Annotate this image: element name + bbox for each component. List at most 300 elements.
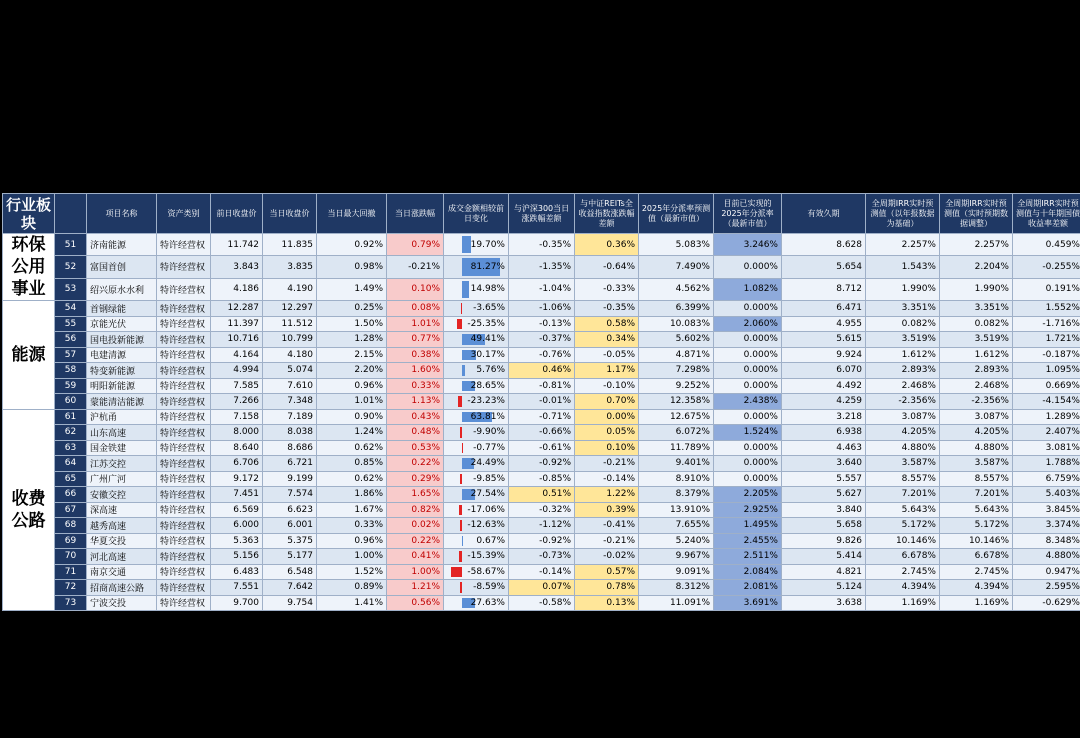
row-number: 64 xyxy=(55,456,87,472)
column-header: 当日涨跌幅 xyxy=(387,194,444,234)
irr-annual-report: 2.257% xyxy=(866,234,940,256)
irr-annual-report: -2.356% xyxy=(866,394,940,410)
irr-treasury-spread: 3.374% xyxy=(1013,518,1080,534)
volume-change-cell xyxy=(444,409,509,425)
dist-rate-realized: 3.691% xyxy=(714,595,782,611)
reits-index-diff: 0.78% xyxy=(575,580,639,596)
effective-duration: 6.471 xyxy=(782,301,866,317)
asset-type: 特许经营权 xyxy=(157,580,211,596)
max-drawdown: 0.25% xyxy=(317,301,387,317)
table-row xyxy=(3,278,1080,300)
row-number: 68 xyxy=(55,518,87,534)
irr-annual-report: 3.519% xyxy=(866,332,940,348)
close-price: 5.177 xyxy=(263,549,317,565)
table-row xyxy=(3,518,1080,534)
row-number: 56 xyxy=(55,332,87,348)
volume-change-cell xyxy=(444,316,509,332)
dist-rate-forecast: 8.379% xyxy=(639,487,714,503)
irr-treasury-spread: 0.669% xyxy=(1013,378,1080,394)
close-price: 7.642 xyxy=(263,580,317,596)
dist-rate-forecast: 4.871% xyxy=(639,347,714,363)
irr-adjusted: 2.893% xyxy=(940,363,1013,379)
prev-close: 11.742 xyxy=(211,234,263,256)
irr-adjusted: 1.169% xyxy=(940,595,1013,611)
irr-treasury-spread: 2.595% xyxy=(1013,580,1080,596)
daily-change: 0.02% xyxy=(387,518,444,534)
irr-treasury-spread: -0.187% xyxy=(1013,347,1080,363)
close-price: 8.686 xyxy=(263,440,317,456)
volume-change-bar xyxy=(460,520,462,531)
hs300-diff: -0.85% xyxy=(509,471,575,487)
dist-rate-realized: 0.000% xyxy=(714,456,782,472)
irr-adjusted: 0.082% xyxy=(940,316,1013,332)
reits-index-diff: -0.21% xyxy=(575,456,639,472)
hs300-diff: -0.01% xyxy=(509,394,575,410)
reits-index-diff: 0.34% xyxy=(575,332,639,348)
volume-change-bar xyxy=(462,281,469,298)
irr-annual-report: 8.557% xyxy=(866,471,940,487)
table-row xyxy=(3,347,1080,363)
prev-close: 9.172 xyxy=(211,471,263,487)
column-header: 成交金额相较前日变化 xyxy=(444,194,509,234)
volume-change-value: 27.63% xyxy=(470,597,505,608)
irr-adjusted: 8.557% xyxy=(940,471,1013,487)
asset-type: 特许经营权 xyxy=(157,471,211,487)
volume-change-value: 5.76% xyxy=(476,365,505,376)
close-price: 7.348 xyxy=(263,394,317,410)
irr-adjusted: 5.172% xyxy=(940,518,1013,534)
daily-change: 0.22% xyxy=(387,456,444,472)
row-number: 55 xyxy=(55,316,87,332)
asset-type: 特许经营权 xyxy=(157,533,211,549)
effective-duration: 5.658 xyxy=(782,518,866,534)
project-name: 宁波交投 xyxy=(87,595,157,611)
row-number: 53 xyxy=(55,278,87,300)
reits-index-diff: -0.14% xyxy=(575,471,639,487)
table-row xyxy=(3,564,1080,580)
dist-rate-forecast: 5.602% xyxy=(639,332,714,348)
hs300-diff: -0.92% xyxy=(509,533,575,549)
reits-index-diff: -0.64% xyxy=(575,256,639,278)
prev-close: 7.585 xyxy=(211,378,263,394)
dist-rate-realized: 0.000% xyxy=(714,378,782,394)
dist-rate-forecast: 7.655% xyxy=(639,518,714,534)
volume-change-value: -9.90% xyxy=(473,427,505,438)
close-price: 9.754 xyxy=(263,595,317,611)
row-number: 62 xyxy=(55,425,87,441)
project-name: 越秀高速 xyxy=(87,518,157,534)
prev-close: 5.156 xyxy=(211,549,263,565)
irr-treasury-spread: 1.721% xyxy=(1013,332,1080,348)
max-drawdown: 2.20% xyxy=(317,363,387,379)
asset-type: 特许经营权 xyxy=(157,487,211,503)
row-number: 57 xyxy=(55,347,87,363)
prev-close: 9.700 xyxy=(211,595,263,611)
close-price: 6.623 xyxy=(263,502,317,518)
volume-change-cell xyxy=(444,256,509,278)
volume-change-bar xyxy=(460,427,462,438)
irr-adjusted: 3.087% xyxy=(940,409,1013,425)
max-drawdown: 0.85% xyxy=(317,456,387,472)
project-name: 山东高速 xyxy=(87,425,157,441)
irr-adjusted: 2.468% xyxy=(940,378,1013,394)
effective-duration: 3.840 xyxy=(782,502,866,518)
prev-close: 7.451 xyxy=(211,487,263,503)
irr-annual-report: 2.468% xyxy=(866,378,940,394)
irr-annual-report: 4.205% xyxy=(866,425,940,441)
max-drawdown: 1.00% xyxy=(317,549,387,565)
column-header-sector: 行业板块 xyxy=(3,194,55,234)
irr-adjusted: 3.351% xyxy=(940,301,1013,317)
asset-type: 特许经营权 xyxy=(157,564,211,580)
volume-change-value: -0.77% xyxy=(473,442,505,453)
reits-table-sheet xyxy=(2,193,1080,611)
row-number: 67 xyxy=(55,502,87,518)
prev-close: 5.363 xyxy=(211,533,263,549)
dist-rate-forecast: 4.562% xyxy=(639,278,714,300)
max-drawdown: 0.92% xyxy=(317,234,387,256)
dist-rate-forecast: 9.967% xyxy=(639,549,714,565)
dist-rate-forecast: 7.298% xyxy=(639,363,714,379)
hs300-diff: -1.06% xyxy=(509,301,575,317)
irr-treasury-spread: 1.289% xyxy=(1013,409,1080,425)
effective-duration: 8.712 xyxy=(782,278,866,300)
irr-annual-report: 5.643% xyxy=(866,502,940,518)
project-name: 绍兴原水水利 xyxy=(87,278,157,300)
effective-duration: 3.638 xyxy=(782,595,866,611)
asset-type: 特许经营权 xyxy=(157,409,211,425)
irr-adjusted: 2.204% xyxy=(940,256,1013,278)
project-name: 蒙能清洁能源 xyxy=(87,394,157,410)
effective-duration: 4.492 xyxy=(782,378,866,394)
prev-close: 8.000 xyxy=(211,425,263,441)
reits-index-diff: 0.10% xyxy=(575,440,639,456)
max-drawdown: 0.33% xyxy=(317,518,387,534)
volume-change-cell xyxy=(444,425,509,441)
irr-annual-report: 4.880% xyxy=(866,440,940,456)
close-price: 7.610 xyxy=(263,378,317,394)
irr-annual-report: 10.146% xyxy=(866,533,940,549)
prev-close: 4.186 xyxy=(211,278,263,300)
prev-close: 11.397 xyxy=(211,316,263,332)
close-price: 4.180 xyxy=(263,347,317,363)
effective-duration: 5.615 xyxy=(782,332,866,348)
volume-change-value: -3.65% xyxy=(473,303,505,314)
close-price: 9.199 xyxy=(263,471,317,487)
volume-change-value: 0.67% xyxy=(476,535,505,546)
irr-annual-report: 3.351% xyxy=(866,301,940,317)
daily-change: 0.22% xyxy=(387,533,444,549)
dist-rate-forecast: 6.399% xyxy=(639,301,714,317)
daily-change: 0.79% xyxy=(387,234,444,256)
hs300-diff: -0.32% xyxy=(509,502,575,518)
volume-change-cell xyxy=(444,580,509,596)
effective-duration: 5.124 xyxy=(782,580,866,596)
project-name: 沪杭甬 xyxy=(87,409,157,425)
table-row xyxy=(3,580,1080,596)
row-number: 60 xyxy=(55,394,87,410)
row-number: 66 xyxy=(55,487,87,503)
project-name: 华夏交投 xyxy=(87,533,157,549)
max-drawdown: 1.49% xyxy=(317,278,387,300)
irr-adjusted: 6.678% xyxy=(940,549,1013,565)
max-drawdown: 0.62% xyxy=(317,471,387,487)
max-drawdown: 1.50% xyxy=(317,316,387,332)
close-price: 6.001 xyxy=(263,518,317,534)
volume-change-cell xyxy=(444,363,509,379)
sector-label: 收费公路 xyxy=(3,409,55,611)
volume-change-cell xyxy=(444,301,509,317)
dist-rate-realized: 2.081% xyxy=(714,580,782,596)
volume-change-cell xyxy=(444,394,509,410)
table-row xyxy=(3,549,1080,565)
irr-treasury-spread: -0.255% xyxy=(1013,256,1080,278)
reits-index-diff: 1.22% xyxy=(575,487,639,503)
table-row xyxy=(3,378,1080,394)
effective-duration: 9.826 xyxy=(782,533,866,549)
effective-duration: 5.654 xyxy=(782,256,866,278)
column-header: 目前已实现的2025年分派率（最新市值） xyxy=(714,194,782,234)
volume-change-bar xyxy=(457,319,462,330)
max-drawdown: 0.90% xyxy=(317,409,387,425)
prev-close: 7.551 xyxy=(211,580,263,596)
prev-close: 8.640 xyxy=(211,440,263,456)
dist-rate-forecast: 12.675% xyxy=(639,409,714,425)
project-name: 富国首创 xyxy=(87,256,157,278)
asset-type: 特许经营权 xyxy=(157,316,211,332)
project-name: 南京交通 xyxy=(87,564,157,580)
asset-type: 特许经营权 xyxy=(157,332,211,348)
irr-treasury-spread: 4.880% xyxy=(1013,549,1080,565)
table-row xyxy=(3,425,1080,441)
row-number: 63 xyxy=(55,440,87,456)
hs300-diff: -0.76% xyxy=(509,347,575,363)
dist-rate-realized: 3.246% xyxy=(714,234,782,256)
volume-change-cell xyxy=(444,564,509,580)
asset-type: 特许经营权 xyxy=(157,278,211,300)
hs300-diff: -0.14% xyxy=(509,564,575,580)
close-price: 11.512 xyxy=(263,316,317,332)
close-price: 7.574 xyxy=(263,487,317,503)
irr-treasury-spread: -4.154% xyxy=(1013,394,1080,410)
table-row xyxy=(3,394,1080,410)
reits-index-diff: 0.13% xyxy=(575,595,639,611)
reits-index-diff: 0.70% xyxy=(575,394,639,410)
volume-change-bar xyxy=(461,303,462,314)
reits-index-diff: 0.36% xyxy=(575,234,639,256)
irr-annual-report: 1.169% xyxy=(866,595,940,611)
prev-close: 6.569 xyxy=(211,502,263,518)
table-row xyxy=(3,595,1080,611)
irr-adjusted: 7.201% xyxy=(940,487,1013,503)
dist-rate-forecast: 11.789% xyxy=(639,440,714,456)
close-price: 8.038 xyxy=(263,425,317,441)
column-header: 资产类别 xyxy=(157,194,211,234)
irr-treasury-spread: 3.081% xyxy=(1013,440,1080,456)
asset-type: 特许经营权 xyxy=(157,425,211,441)
effective-duration: 4.821 xyxy=(782,564,866,580)
irr-adjusted: -2.356% xyxy=(940,394,1013,410)
reits-index-diff: -0.33% xyxy=(575,278,639,300)
volume-change-cell xyxy=(444,471,509,487)
volume-change-value: 49.41% xyxy=(470,334,505,345)
row-number: 61 xyxy=(55,409,87,425)
effective-duration: 5.414 xyxy=(782,549,866,565)
reits-index-diff: -0.21% xyxy=(575,533,639,549)
hs300-diff: -0.92% xyxy=(509,456,575,472)
hs300-diff: 0.46% xyxy=(509,363,575,379)
column-header: 全周期IRR实时预测值（实时预期数据调整） xyxy=(940,194,1013,234)
column-header: 全周期IRR实时预测值（以年报数据为基础） xyxy=(866,194,940,234)
irr-annual-report: 1.612% xyxy=(866,347,940,363)
row-number: 65 xyxy=(55,471,87,487)
effective-duration: 8.628 xyxy=(782,234,866,256)
hs300-diff: 0.07% xyxy=(509,580,575,596)
volume-change-cell xyxy=(444,549,509,565)
daily-change: 0.48% xyxy=(387,425,444,441)
close-price: 7.189 xyxy=(263,409,317,425)
dist-rate-forecast: 10.083% xyxy=(639,316,714,332)
row-number: 70 xyxy=(55,549,87,565)
asset-type: 特许经营权 xyxy=(157,301,211,317)
dist-rate-realized: 2.060% xyxy=(714,316,782,332)
asset-type: 特许经营权 xyxy=(157,378,211,394)
column-header: 有效久期 xyxy=(782,194,866,234)
dist-rate-forecast: 9.401% xyxy=(639,456,714,472)
project-name: 明阳新能源 xyxy=(87,378,157,394)
irr-treasury-spread: 5.403% xyxy=(1013,487,1080,503)
max-drawdown: 1.41% xyxy=(317,595,387,611)
asset-type: 特许经营权 xyxy=(157,502,211,518)
volume-change-cell xyxy=(444,378,509,394)
irr-annual-report: 4.394% xyxy=(866,580,940,596)
irr-treasury-spread: -0.629% xyxy=(1013,595,1080,611)
project-name: 电建清源 xyxy=(87,347,157,363)
daily-change: 0.82% xyxy=(387,502,444,518)
volume-change-bar xyxy=(462,236,471,253)
dist-rate-realized: 0.000% xyxy=(714,440,782,456)
max-drawdown: 1.67% xyxy=(317,502,387,518)
effective-duration: 3.640 xyxy=(782,456,866,472)
project-name: 江苏交控 xyxy=(87,456,157,472)
irr-adjusted: 4.880% xyxy=(940,440,1013,456)
volume-change-value: 63.81% xyxy=(470,411,505,422)
daily-change: 0.38% xyxy=(387,347,444,363)
table-row xyxy=(3,316,1080,332)
asset-type: 特许经营权 xyxy=(157,518,211,534)
max-drawdown: 0.96% xyxy=(317,533,387,549)
daily-change: 0.41% xyxy=(387,549,444,565)
table-row xyxy=(3,533,1080,549)
close-price: 6.548 xyxy=(263,564,317,580)
dist-rate-realized: 0.000% xyxy=(714,471,782,487)
max-drawdown: 1.28% xyxy=(317,332,387,348)
project-name: 国电投新能源 xyxy=(87,332,157,348)
column-header: 与中证REITs全收益指数涨跌幅差额 xyxy=(575,194,639,234)
hs300-diff: -0.58% xyxy=(509,595,575,611)
daily-change: 0.43% xyxy=(387,409,444,425)
close-price: 10.799 xyxy=(263,332,317,348)
volume-change-bar xyxy=(460,474,462,485)
volume-change-value: 19.70% xyxy=(470,239,505,250)
dist-rate-forecast: 7.490% xyxy=(639,256,714,278)
daily-change: 1.00% xyxy=(387,564,444,580)
project-name: 首钢绿能 xyxy=(87,301,157,317)
max-drawdown: 1.24% xyxy=(317,425,387,441)
volume-change-value: 27.54% xyxy=(470,489,505,500)
dist-rate-realized: 1.524% xyxy=(714,425,782,441)
reits-table xyxy=(2,193,1080,611)
dist-rate-realized: 2.455% xyxy=(714,533,782,549)
irr-treasury-spread: 1.788% xyxy=(1013,456,1080,472)
reits-index-diff: 1.17% xyxy=(575,363,639,379)
table-body xyxy=(3,234,1080,611)
daily-change: 0.29% xyxy=(387,471,444,487)
prev-close: 6.706 xyxy=(211,456,263,472)
dist-rate-realized: 0.000% xyxy=(714,301,782,317)
irr-adjusted: 2.745% xyxy=(940,564,1013,580)
prev-close: 4.164 xyxy=(211,347,263,363)
volume-change-cell xyxy=(444,502,509,518)
dist-rate-realized: 2.205% xyxy=(714,487,782,503)
hs300-diff: -1.12% xyxy=(509,518,575,534)
irr-adjusted: 2.257% xyxy=(940,234,1013,256)
prev-close: 7.266 xyxy=(211,394,263,410)
effective-duration: 4.259 xyxy=(782,394,866,410)
volume-change-value: -9.85% xyxy=(473,473,505,484)
irr-treasury-spread: -1.716% xyxy=(1013,316,1080,332)
effective-duration: 9.924 xyxy=(782,347,866,363)
effective-duration: 5.557 xyxy=(782,471,866,487)
volume-change-value: -15.39% xyxy=(467,551,505,562)
reits-index-diff: -0.05% xyxy=(575,347,639,363)
max-drawdown: 2.15% xyxy=(317,347,387,363)
dist-rate-forecast: 9.091% xyxy=(639,564,714,580)
volume-change-value: -25.35% xyxy=(467,318,505,329)
daily-change: 0.77% xyxy=(387,332,444,348)
row-number: 51 xyxy=(55,234,87,256)
daily-change: 1.01% xyxy=(387,316,444,332)
irr-adjusted: 1.612% xyxy=(940,347,1013,363)
column-header: 2025年分派率预测值（最新市值） xyxy=(639,194,714,234)
irr-adjusted: 3.587% xyxy=(940,456,1013,472)
volume-change-cell xyxy=(444,278,509,300)
close-price: 3.835 xyxy=(263,256,317,278)
asset-type: 特许经营权 xyxy=(157,595,211,611)
table-row xyxy=(3,487,1080,503)
hs300-diff: 0.51% xyxy=(509,487,575,503)
volume-change-value: 24.49% xyxy=(470,458,505,469)
irr-adjusted: 4.394% xyxy=(940,580,1013,596)
irr-adjusted: 10.146% xyxy=(940,533,1013,549)
irr-treasury-spread: 1.095% xyxy=(1013,363,1080,379)
irr-treasury-spread: 0.191% xyxy=(1013,278,1080,300)
volume-change-cell xyxy=(444,234,509,256)
close-price: 4.190 xyxy=(263,278,317,300)
dist-rate-forecast: 8.910% xyxy=(639,471,714,487)
daily-change: 0.33% xyxy=(387,378,444,394)
daily-change: 0.56% xyxy=(387,595,444,611)
volume-change-value: -8.59% xyxy=(473,582,505,593)
reits-index-diff: 0.57% xyxy=(575,564,639,580)
prev-close: 4.994 xyxy=(211,363,263,379)
effective-duration: 3.218 xyxy=(782,409,866,425)
effective-duration: 4.955 xyxy=(782,316,866,332)
hs300-diff: -1.04% xyxy=(509,278,575,300)
reits-index-diff: -0.35% xyxy=(575,301,639,317)
project-name: 济南能源 xyxy=(87,234,157,256)
reits-index-diff: -0.10% xyxy=(575,378,639,394)
